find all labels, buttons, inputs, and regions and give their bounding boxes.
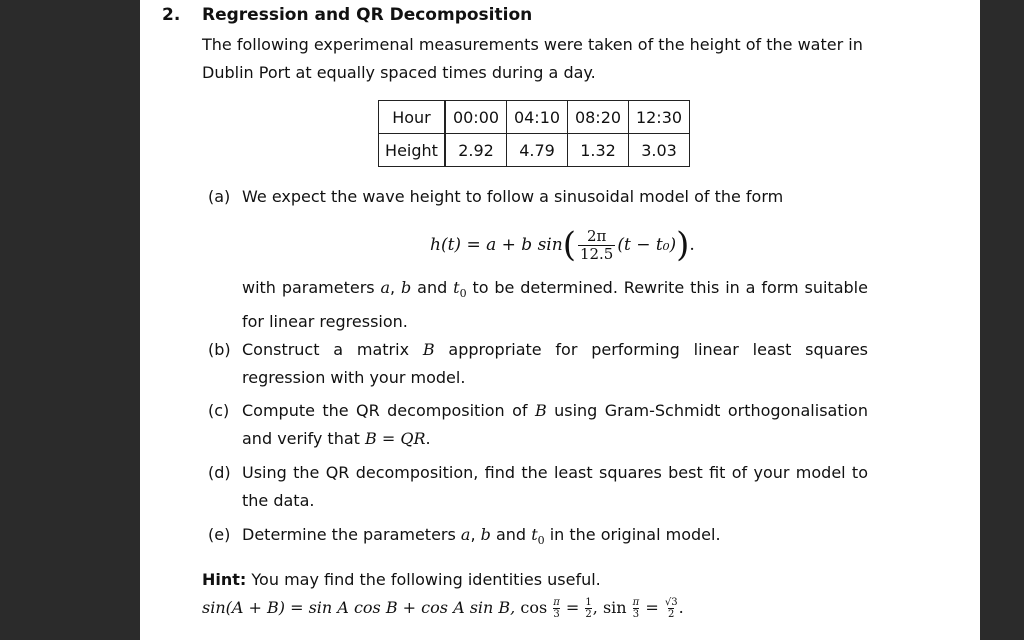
part-text: Using the QR decomposition, find the least squares best fit of your model to the data. bbox=[242, 463, 868, 510]
paren-close: ) bbox=[676, 225, 690, 265]
formula-fraction bbox=[578, 228, 615, 263]
measurement-table bbox=[378, 100, 690, 167]
table-cell: 08:20 bbox=[568, 101, 629, 134]
table-cell: 00:00 bbox=[445, 101, 507, 134]
table-cell: 4.79 bbox=[507, 134, 568, 167]
hint-text: You may find the following identities useful. bbox=[251, 570, 601, 589]
formula-inner: (t − t₀) bbox=[617, 235, 677, 255]
question-intro: The following experimenal measurements were taken of the height of the water in Dublin Port at equally spaced times during a day. bbox=[202, 35, 863, 82]
formula-period: . bbox=[689, 235, 695, 255]
part-text: Construct a matrix B appropriate for performing linear least squares regression with your model. bbox=[242, 340, 869, 387]
part-text: We expect the wave height to follow a sinusoidal model of the form bbox=[242, 187, 784, 206]
part-label: (e) bbox=[208, 525, 231, 544]
part-text: Compute the QR decomposition of B using Gram-Schmidt orthogonalisation and verify that B = QR. bbox=[242, 401, 868, 448]
hint-line bbox=[202, 566, 902, 594]
part-label: (d) bbox=[208, 463, 231, 482]
table-row bbox=[379, 101, 690, 134]
document-page bbox=[140, 0, 980, 640]
question-number: 2. bbox=[162, 5, 181, 25]
fraction-numerator: 2π bbox=[586, 226, 607, 245]
table-cell: 1.32 bbox=[568, 134, 629, 167]
table-cell: Hour bbox=[379, 101, 446, 134]
table-cell: 12:30 bbox=[629, 101, 690, 134]
hint-identity: sin(A + B) = sin A cos B + cos A sin B, cos $\frac{\pi}{3}$ = $\frac{1}{2}$ , sin $\frac{\pi}{3}$ = $\frac{√3}{2}$ . bbox=[202, 597, 684, 620]
part-text: with parameters a, b and $t_0$ to be determined. Rewrite this in a form suitable for linear regression. bbox=[242, 278, 868, 332]
part-text: Determine the parameters a, b and $t_0$ in the original model. bbox=[242, 525, 721, 548]
formula-lhs: h(t) = a + b sin bbox=[430, 235, 563, 255]
model-formula bbox=[430, 222, 695, 268]
table-row bbox=[379, 134, 690, 167]
question-title: Regression and QR Decomposition bbox=[202, 5, 533, 25]
hint-block bbox=[202, 566, 902, 622]
fraction-denominator: 12.5 bbox=[579, 244, 614, 263]
part-label: (b) bbox=[208, 340, 231, 359]
table-cell: 04:10 bbox=[507, 101, 568, 134]
table-cell: 2.92 bbox=[445, 134, 507, 167]
part-label: (a) bbox=[208, 187, 231, 206]
table-cell: 3.03 bbox=[629, 134, 690, 167]
hint-label: Hint: bbox=[202, 570, 247, 589]
part-label: (c) bbox=[208, 401, 230, 420]
table-cell: Height bbox=[379, 134, 446, 167]
paren-open: ( bbox=[562, 225, 576, 265]
